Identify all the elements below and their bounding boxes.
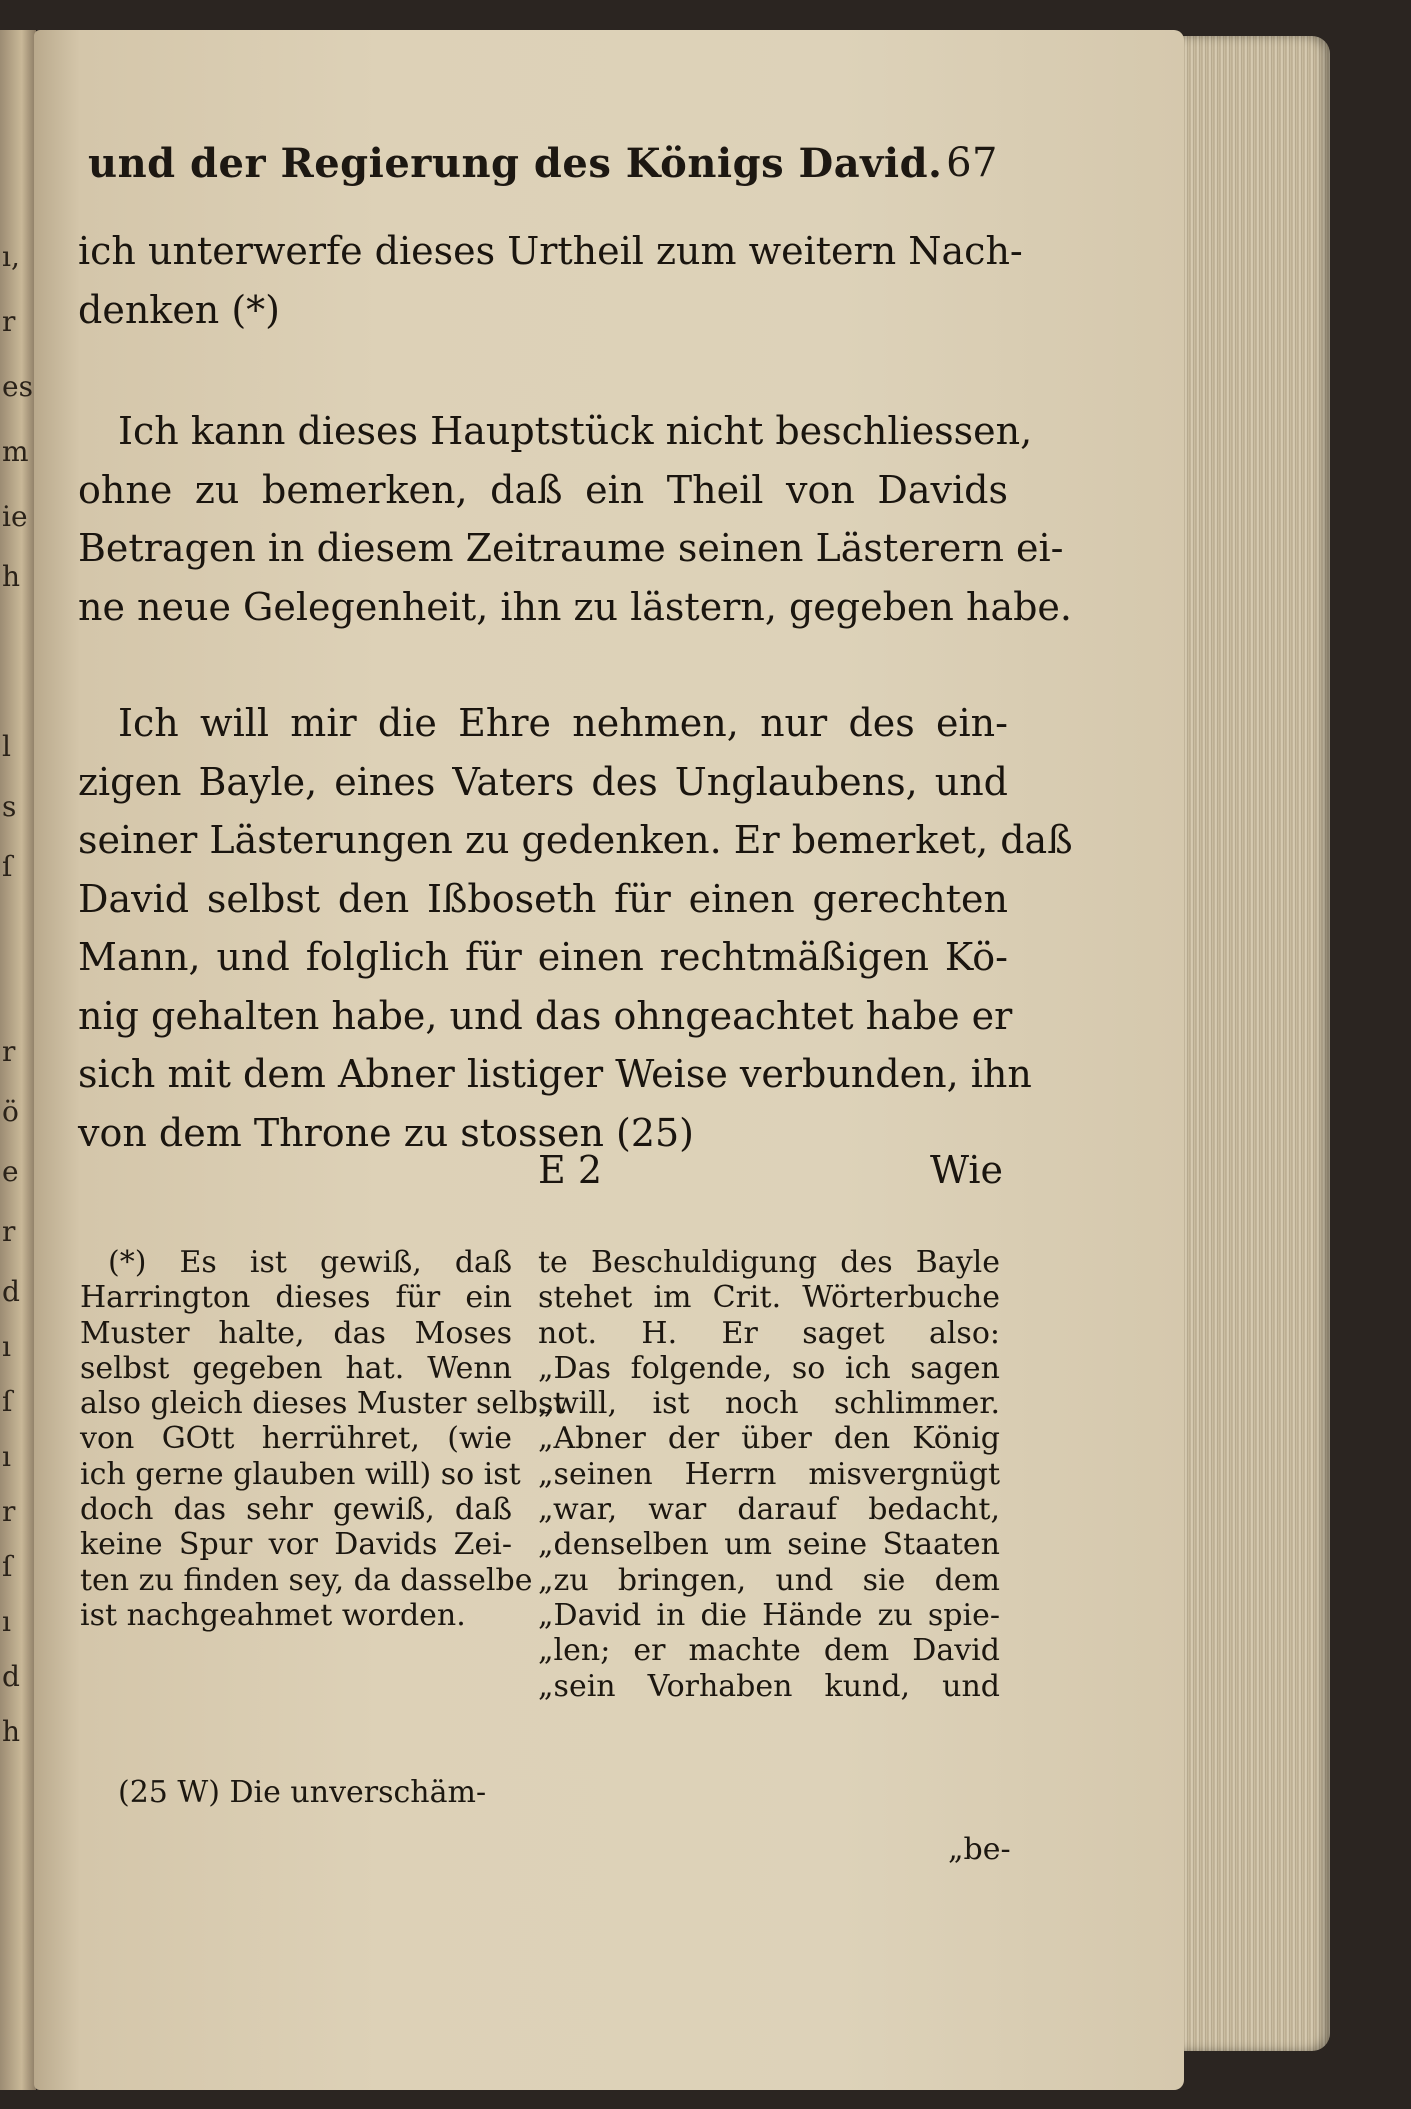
footnote-line: „sein Vorhaben kund, und bbox=[538, 1668, 1000, 1704]
text-line: Mann, und folglich für einen rechtmäßigen Kö- bbox=[78, 935, 1008, 979]
footnote-25-start: (25 W) Die unverschäm- bbox=[118, 1775, 487, 1810]
facing-page-fragment: ſ bbox=[2, 1550, 13, 1583]
facing-page-edge bbox=[0, 30, 36, 2090]
facing-page-fragment: ı, bbox=[2, 240, 20, 273]
footnote-line: Muster halte, das Moses bbox=[80, 1315, 512, 1351]
page-block-edge bbox=[1170, 36, 1330, 2051]
text-line: Ich kann dieses Hauptstück nicht beschliessen, bbox=[118, 409, 1033, 453]
paragraph bbox=[78, 694, 1073, 1162]
footnote-line: doch das sehr gewiß, daß bbox=[80, 1492, 512, 1528]
footnote-line: also gleich dieses Muster selbst bbox=[80, 1386, 566, 1422]
footnote-line: ich gerne glauben will) so ist bbox=[80, 1456, 521, 1492]
footnote-star bbox=[80, 1245, 566, 1633]
footnote-line: von GOtt herrühret, (wie bbox=[80, 1421, 512, 1457]
text-line: nig gehalten habe, und das ohngeachtet habe er bbox=[78, 993, 1013, 1038]
footnote-line: ist nachgeahmet worden. bbox=[80, 1597, 466, 1633]
text-line: sich mit dem Abner listiger Weise verbunden, ihn bbox=[78, 1052, 1032, 1096]
facing-page-fragment: es bbox=[2, 370, 33, 403]
page-number: 67 bbox=[946, 140, 998, 186]
facing-page-fragment: ı bbox=[2, 1330, 11, 1363]
footnote-25-continuation bbox=[538, 1245, 1000, 1704]
facing-page-fragment: m bbox=[2, 435, 29, 468]
footnote-line: „len; er machte dem David bbox=[538, 1633, 1000, 1669]
facing-page-fragment: r bbox=[2, 1035, 16, 1068]
facing-page-fragment: h bbox=[2, 560, 21, 593]
text-line: zigen Bayle, eines Vaters des Unglaubens, und bbox=[78, 759, 1008, 804]
paragraph bbox=[78, 402, 1072, 636]
signature-mark: E 2 bbox=[538, 1148, 602, 1192]
running-header bbox=[88, 140, 998, 187]
footnote-line: „Das folgende, so ich sagen bbox=[538, 1350, 1000, 1386]
footnote-line: „Abner der über den König bbox=[538, 1421, 1000, 1457]
running-title: und der Regierung des Königs David. bbox=[88, 140, 943, 187]
footnote-line: Harrington dieses für ein bbox=[80, 1280, 512, 1316]
facing-page-fragment: ſ bbox=[2, 850, 13, 883]
paragraph bbox=[78, 222, 1023, 339]
facing-page-fragment: r bbox=[2, 1495, 16, 1528]
footnote-line: „will, ist noch schlimmer. bbox=[538, 1386, 1000, 1422]
facing-page-fragment: r bbox=[2, 1215, 16, 1248]
facing-page-fragment: ie bbox=[2, 500, 28, 533]
facing-page-fragment: ö bbox=[2, 1095, 19, 1128]
text-line: denken (*) bbox=[78, 287, 281, 332]
text-line: ne neue Gelegenheit, ihn zu lästern, gegeben habe. bbox=[78, 584, 1072, 629]
footnote-line: „war, war darauf bedacht, bbox=[538, 1492, 1000, 1528]
text-line: von dem Throne zu stossen (25) bbox=[78, 1110, 694, 1155]
text-line: ohne zu bemerken, daß ein Theil von Davids bbox=[78, 467, 1008, 512]
facing-page-fragment: r bbox=[2, 305, 16, 338]
facing-page-fragment: e bbox=[2, 1155, 19, 1188]
footnote-line: selbst gegeben hat. Wenn bbox=[80, 1350, 512, 1386]
facing-page-fragment: ı bbox=[2, 1440, 11, 1473]
facing-page-fragment: d bbox=[2, 1275, 20, 1308]
footnote-line: not. H. Er saget also: bbox=[538, 1315, 1000, 1351]
footnote-line: „zu bringen, und sie dem bbox=[538, 1562, 1000, 1598]
text-line: David selbst den Ißboseth für einen gerechten bbox=[78, 876, 1008, 921]
footnote-line: te Beschuldigung des Bayle bbox=[538, 1245, 1000, 1280]
footnote-line: „David in die Hände zu spie- bbox=[538, 1597, 1000, 1633]
facing-page-fragment: h bbox=[2, 1715, 21, 1748]
footnote-line: ten zu finden sey, da dasselbe bbox=[80, 1562, 533, 1598]
facing-page-fragment: s bbox=[2, 790, 17, 823]
facing-page-fragment: ſ bbox=[2, 1385, 13, 1418]
footnote-line: „seinen Herrn misvergnügt bbox=[538, 1456, 1000, 1492]
footnote-line: stehet im Crit. Wörterbuche bbox=[538, 1280, 1000, 1316]
text-line: seiner Lästerungen zu gedenken. Er bemerket, daß bbox=[78, 818, 1073, 862]
footnote-line: keine Spur vor Davids Zei- bbox=[80, 1527, 512, 1563]
facing-page-fragment: d bbox=[2, 1660, 20, 1693]
facing-page-fragment: ı bbox=[2, 1605, 11, 1638]
text-line: Betragen in diesem Zeitraume seinen Lästerern ei- bbox=[78, 526, 1064, 570]
text-line: ich unterwerfe dieses Urtheil zum weitern Nach- bbox=[78, 229, 1023, 273]
text-line: Ich will mir die Ehre nehmen, nur des ein- bbox=[118, 701, 1008, 745]
footnote-line: „denselben um seine Staaten bbox=[538, 1527, 1000, 1563]
facing-page-fragment: l bbox=[2, 730, 11, 763]
footnote-catchword: „be- bbox=[948, 1832, 1011, 1867]
catchword: Wie bbox=[930, 1148, 1004, 1192]
footnote-line: (*) Es ist gewiß, daß bbox=[108, 1245, 512, 1280]
